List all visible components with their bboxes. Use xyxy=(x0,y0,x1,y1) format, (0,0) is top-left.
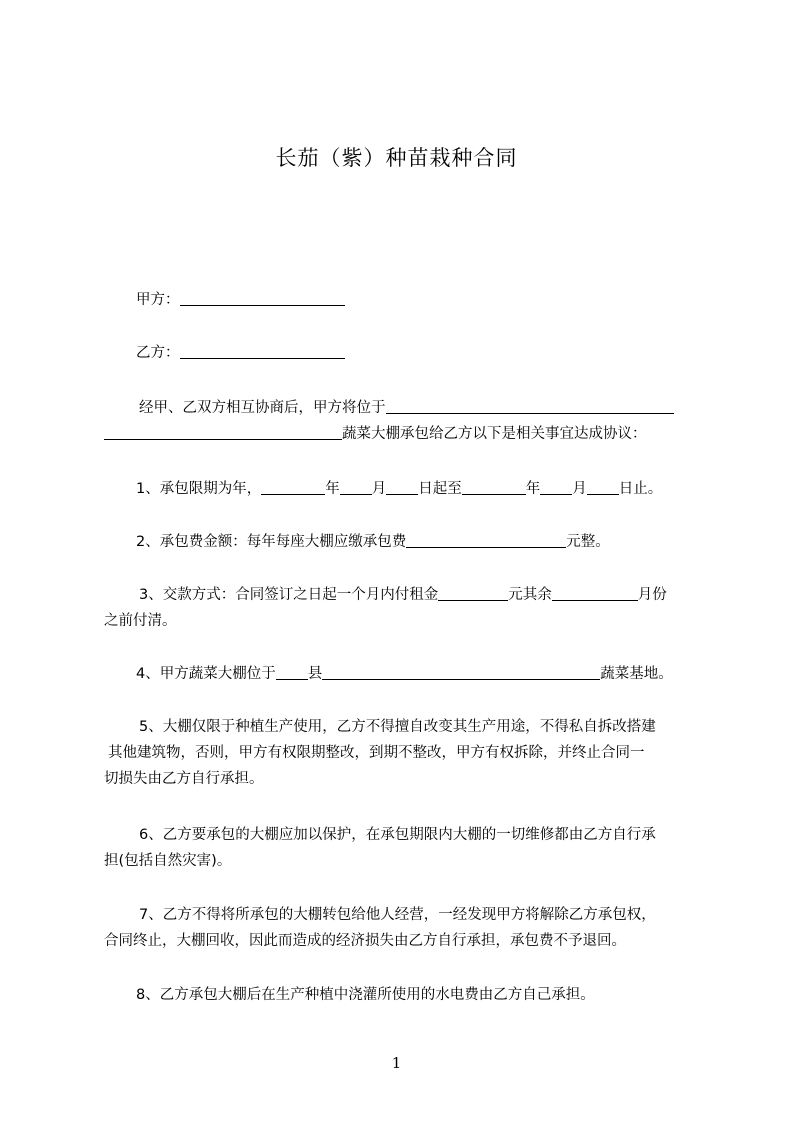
clause-2 xyxy=(136,532,610,552)
end-month-blank[interactable] xyxy=(540,480,572,495)
start-month-blank[interactable] xyxy=(340,480,372,495)
county-blank[interactable] xyxy=(276,665,308,680)
party-b-blank[interactable] xyxy=(180,344,345,359)
clause-4-suffix: 蔬菜基地。 xyxy=(600,666,673,682)
clause-4-text: 4、甲方蔬菜大棚位于 xyxy=(136,666,276,682)
fee-amount-blank[interactable] xyxy=(406,533,566,548)
intro-line-2 xyxy=(104,424,647,444)
clause-5-line-1: 5、大棚仅限于种植生产使用，乙方不得擅自改变其生产用途，不得私自拆改搭建 xyxy=(139,719,656,735)
clause-1-month-label: 月 xyxy=(371,481,387,497)
clause-2-suffix: 元整。 xyxy=(566,534,610,550)
intro-line-1 xyxy=(139,398,674,418)
clause-6-line-2: 担(包括自然灾害)。 xyxy=(104,853,232,869)
clause-1-end-year-label: 年 xyxy=(525,481,541,497)
clause-3-line-1 xyxy=(139,585,667,605)
intro-text-1: 经甲、乙双方相互协商后，甲方将位于 xyxy=(139,400,386,416)
party-a-line xyxy=(136,290,345,310)
clause-4 xyxy=(136,664,673,684)
start-day-blank[interactable] xyxy=(386,480,418,495)
clause-1-year-label: 年 xyxy=(325,481,340,497)
intro-text-2: 蔬菜大棚承包给乙方以下是相关事宜达成协议： xyxy=(342,426,647,442)
party-a-blank[interactable] xyxy=(180,291,345,306)
clause-1-text: 1、承包限期为年， xyxy=(136,481,262,497)
base-location-blank[interactable] xyxy=(322,665,600,680)
clause-1 xyxy=(136,479,662,499)
clause-3-line-2: 之前付清。 xyxy=(104,613,177,629)
location-blank-1[interactable] xyxy=(386,399,674,414)
end-day-blank[interactable] xyxy=(587,480,619,495)
clause-5-line-2: 其他建筑物，否则，甲方有权限期整改，到期不整改，甲方有权拆除，并终止合同一 xyxy=(108,745,645,761)
page-title: 长茄（紫）种苗栽种合同 xyxy=(275,146,518,170)
clause-1-end-month-label: 月 xyxy=(572,481,587,497)
remaining-month-blank[interactable] xyxy=(552,586,638,601)
clause-5-line-3: 切损失由乙方自行承担。 xyxy=(104,771,264,787)
location-blank-2[interactable] xyxy=(104,425,342,440)
clause-7-line-2: 合同终止，大棚回收，因此而造成的经济损失由乙方自行承担，承包费不予退回。 xyxy=(104,933,626,949)
clause-3-suffix: 月份 xyxy=(637,587,667,603)
end-year-blank[interactable] xyxy=(462,480,526,495)
page-number: 1 xyxy=(391,1054,402,1072)
party-b-label: 乙方： xyxy=(136,345,180,361)
clause-4-county-label: 县 xyxy=(307,666,323,682)
clause-3-middle: 元其余 xyxy=(508,587,552,603)
clause-2-text: 2、承包费金额：每年每座大棚应缴承包费 xyxy=(136,534,407,550)
clause-1-day-label: 日起至 xyxy=(418,481,462,497)
clause-7-line-1: 7、乙方不得将所承包的大棚转包给他人经营，一经发现甲方将解除乙方承包权， xyxy=(139,907,656,923)
clause-1-end-day-label: 日止。 xyxy=(618,481,663,497)
clause-3-text: 3、交款方式：合同签订之日起一个月内付租金 xyxy=(139,587,439,603)
party-b-line xyxy=(136,343,345,363)
rent-amount-blank[interactable] xyxy=(438,586,508,601)
start-year-blank[interactable] xyxy=(261,480,325,495)
party-a-label: 甲方： xyxy=(136,292,180,308)
clause-6-line-1: 6、乙方要承包的大棚应加以保护，在承包期限内大棚的一切维修都由乙方自行承 xyxy=(139,827,656,843)
clause-8-line-1: 8、乙方承包大棚后在生产种植中浇灌所使用的水电费由乙方自己承担。 xyxy=(136,987,595,1003)
